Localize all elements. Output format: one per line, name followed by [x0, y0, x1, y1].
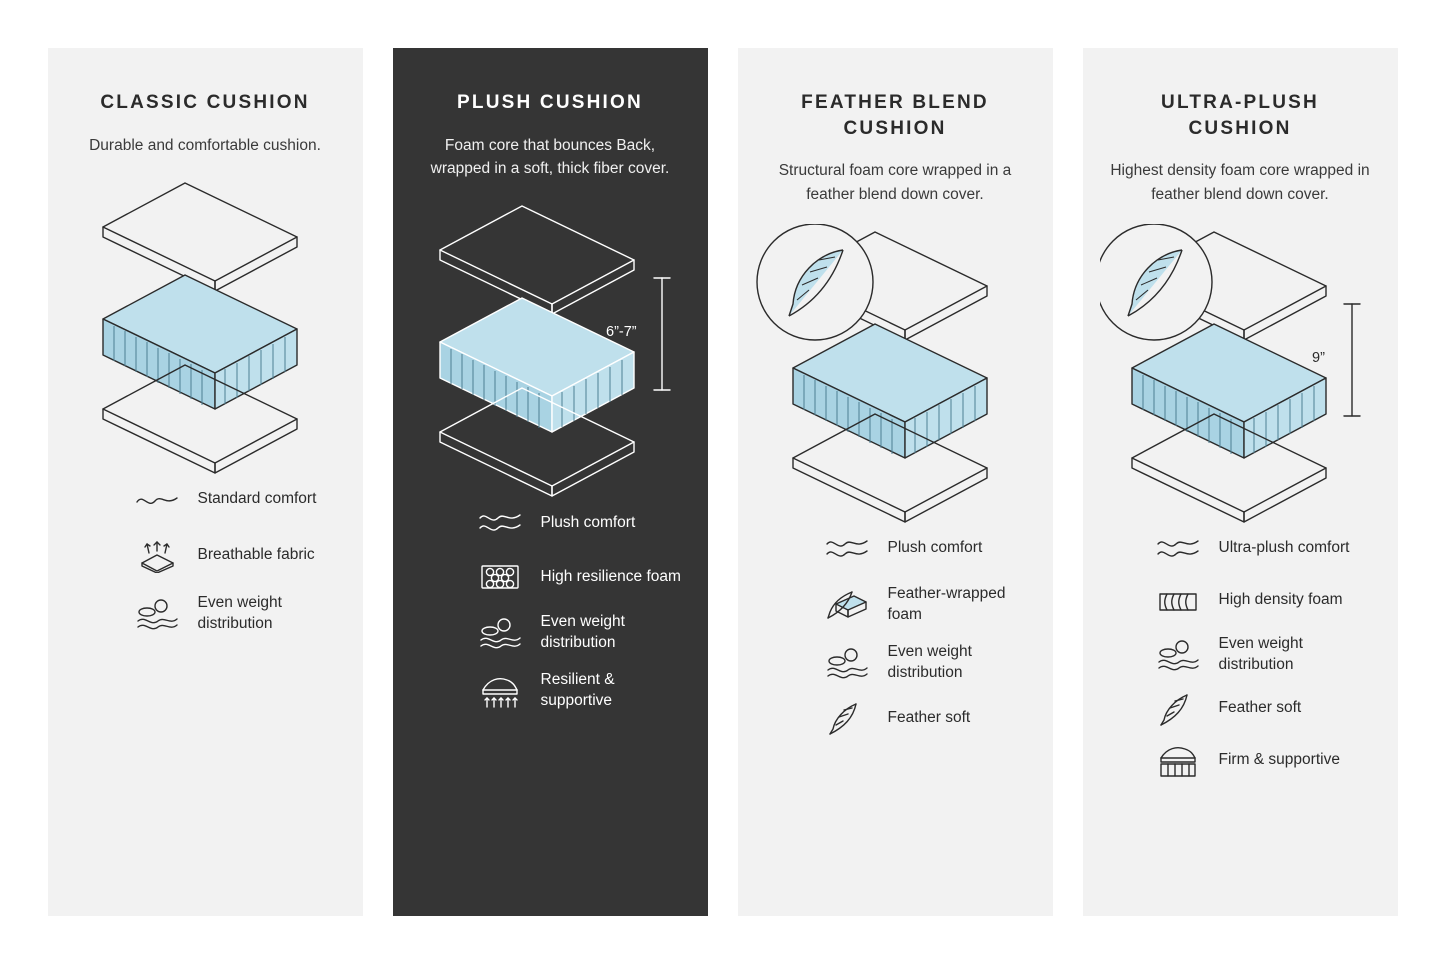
list-item — [477, 558, 684, 596]
card-feather-blend-cushion — [738, 48, 1053, 916]
exploded-cushion-diagram — [65, 175, 345, 475]
feature-label: Standard comfort — [197, 490, 317, 508]
page-title: FEATHER BLEND CUSHION — [801, 92, 989, 139]
feature-list — [417, 504, 684, 712]
card-ultra-plush-cushion — [1083, 48, 1398, 916]
feather-badge-icon — [1100, 224, 1212, 340]
exploded-cushion-diagram — [410, 198, 690, 498]
feather-wrapped-foam-icon — [824, 586, 870, 624]
weight-distribution-icon — [134, 595, 180, 633]
weight-distribution-icon — [824, 644, 870, 682]
list-item — [1155, 634, 1374, 676]
list-item — [134, 481, 339, 519]
page-title: PLUSH CUSHION — [457, 92, 643, 113]
wave-icon — [134, 481, 180, 519]
feature-label: Plush comfort — [540, 513, 636, 531]
feature-list — [1107, 530, 1374, 780]
wave-icon — [1155, 530, 1201, 568]
list-item — [824, 642, 1029, 684]
list-item — [824, 699, 1029, 737]
wave-icon — [824, 530, 870, 568]
feature-list — [72, 481, 339, 635]
card-description: Foam core that bounces Back, wrapped in a soft, thick fiber cover. — [430, 136, 670, 177]
feature-label: Even weight distribution — [1218, 634, 1303, 673]
feature-label: High resilience foam — [540, 567, 681, 585]
card-description: Durable and comfortable cushion. — [89, 136, 321, 154]
list-item — [1155, 742, 1374, 780]
feature-label: Even weight distribution — [197, 593, 282, 632]
list-item — [477, 670, 684, 712]
list-item — [1155, 582, 1374, 620]
feature-label: Firm & supportive — [1218, 751, 1340, 769]
feature-label: Resilient & supportive — [540, 670, 615, 709]
feature-label: Feather-wrapped foam — [887, 584, 1006, 623]
resilient-support-icon — [477, 672, 523, 710]
weight-distribution-icon — [477, 614, 523, 652]
feature-label: Plush comfort — [887, 539, 983, 557]
high-resilience-foam-icon — [477, 558, 523, 596]
card-description: Highest density foam core wrapped in feather blend down cover. — [1110, 162, 1370, 203]
feather-icon — [824, 699, 870, 737]
feature-label: Even weight distribution — [540, 613, 625, 652]
firm-support-icon — [1155, 742, 1201, 780]
list-item — [824, 584, 1029, 626]
feature-label: Feather soft — [1218, 699, 1302, 717]
weight-distribution-icon — [1155, 636, 1201, 674]
feather-icon — [1155, 690, 1201, 728]
feature-list — [762, 530, 1029, 738]
list-item — [1155, 530, 1374, 568]
card-plush-cushion — [393, 48, 708, 916]
feature-label: Ultra-plush comfort — [1218, 539, 1350, 557]
list-item — [1155, 690, 1374, 728]
page-title: ULTRA-PLUSH CUSHION — [1161, 92, 1319, 139]
page-title: CLASSIC CUSHION — [100, 92, 310, 113]
list-item — [134, 593, 339, 635]
dimension-label: 6”-7” — [606, 324, 637, 341]
feature-label: High density foam — [1218, 591, 1343, 609]
feature-label: Feather soft — [887, 709, 971, 726]
card-description: Structural foam core wrapped in a feather blend down cover. — [778, 162, 1012, 203]
list-item — [477, 504, 684, 542]
exploded-cushion-diagram — [755, 224, 1035, 524]
high-density-foam-icon — [1155, 582, 1201, 620]
card-classic-cushion — [48, 48, 363, 916]
list-item — [134, 537, 339, 575]
dimension-label: 9” — [1312, 349, 1325, 366]
wave-icon — [477, 504, 523, 542]
feature-label: Even weight distribution — [887, 642, 972, 681]
breathable-fabric-icon — [134, 537, 180, 575]
list-item — [824, 530, 1029, 568]
exploded-cushion-diagram — [1100, 224, 1380, 524]
feature-label: Breathable fabric — [197, 546, 315, 564]
list-item — [477, 612, 684, 654]
feather-badge-icon — [757, 224, 873, 340]
